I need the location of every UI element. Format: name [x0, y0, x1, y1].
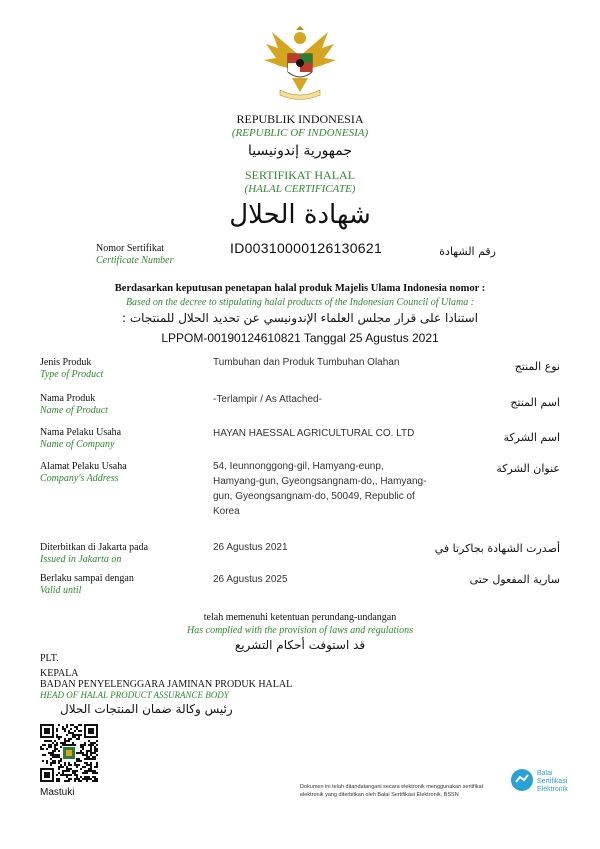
- field-valid-label-id: Berlaku sampai dengan: [40, 573, 134, 584]
- signatory-kepala: KEPALA: [40, 668, 79, 679]
- field-address-value: [213, 459, 426, 519]
- field-type-value: Tumbuhan dan Produk Tumbuhan Olahan: [213, 357, 400, 368]
- decree-text-ar: استنادا على قرار مجلس العلماء الإندونيسي عن تحديد الحلال للمنتجات :: [122, 311, 478, 325]
- certificate-title-ar: شهادة الحلال: [229, 200, 371, 230]
- field-name-value: -Terlampir / As Attached-: [213, 394, 322, 405]
- field-issued-value: 26 Agustus 2021: [213, 542, 288, 553]
- field-issued-label: [40, 542, 148, 566]
- footer-note: [300, 783, 510, 799]
- footer-note-line-1: Dokumen ini telah ditandatangani secara elektronik menggunakan sertifikat: [300, 784, 484, 790]
- field-address-label-id: Alamat Pelaku Usaha: [40, 461, 127, 472]
- footer-note-line-2: elektronik yang diterbitkan oleh Balai Sertifikasi Elektronik, BSSN: [300, 792, 459, 798]
- compliance-text-id: telah memenuhi ketentuan perundang-undangan: [203, 612, 397, 623]
- compliance-text-en: Has complied with the provision of laws and regulations: [187, 625, 413, 636]
- field-issued-label-ar: أصدرت الشهادة بجاكرتا في: [434, 542, 560, 555]
- field-type-label-id: Jenis Produk: [40, 357, 92, 368]
- field-company-value: HAYAN HAESSAL AGRICULTURAL CO. LTD: [213, 428, 415, 439]
- signatory-plt: PLT.: [40, 653, 59, 664]
- field-type-label-en: Type of Product: [40, 369, 104, 380]
- decree-text-en: Based on the decree to stipulating halal products of the Indonesian Council of Ulama :: [125, 297, 475, 308]
- address-line-3: gun, Gyeongsangnam-do, 50049, Republic of: [213, 491, 415, 502]
- address-line-1: 54, Ieunnonggong-gil, Hamyang-eunp,: [213, 461, 384, 472]
- compliance-text-ar: قد استوفت أحكام التشريع: [234, 638, 366, 652]
- field-address-label-ar: عنوان الشركة: [496, 462, 560, 475]
- certificate-number-value: ID00310000126130621: [230, 240, 383, 256]
- field-name-label-id: Nama Produk: [40, 393, 96, 404]
- certificate-number-label: [96, 243, 174, 267]
- bsre-line-1: Balai: [537, 770, 553, 777]
- republic-title-en: (REPUBLIC OF INDONESIA): [231, 127, 369, 139]
- field-company-label-ar: اسم الشركة: [503, 431, 560, 444]
- field-address-label-en: Company's Address: [40, 473, 119, 484]
- signatory-body-id: BADAN PENYELENGGARA JAMINAN PRODUK HALAL: [40, 679, 293, 690]
- bsre-logo-icon: [510, 768, 534, 792]
- field-name-label: [40, 393, 108, 417]
- republic-title-id: REPUBLIK INDONESIA: [236, 112, 364, 126]
- bsre-line-3: Elektronik: [537, 786, 568, 793]
- address-line-4: Korea: [213, 506, 240, 517]
- field-valid-label-en: Valid until: [40, 585, 82, 596]
- garuda-emblem: [258, 26, 342, 102]
- field-name-label-en: Name of Product: [40, 405, 108, 416]
- signatory-name: Mastuki: [40, 787, 75, 798]
- bsre-line-2: Sertifikasi: [537, 778, 568, 785]
- decree-reference: LPPOM-00190124610821 Tanggal 25 Agustus 2021: [161, 331, 439, 345]
- signatory-body-en: HEAD OF HALAL PRODUCT ASSURANCE BODY: [40, 690, 229, 700]
- qr-code: [40, 724, 98, 782]
- field-issued-label-id: Diterbitkan di Jakarta pada: [40, 542, 149, 553]
- field-valid-value: 26 Agustus 2025: [213, 574, 288, 585]
- certificate-number-label-en: Certificate Number: [96, 255, 174, 266]
- field-type-label-ar: نوع المنتج: [514, 360, 560, 373]
- certificate-title-id: SERTIFIKAT HALAL: [244, 168, 356, 182]
- certificate-number-label-id: Nomor Sertifikat: [96, 243, 165, 254]
- field-issued-label-en: Issued in Jakarta on: [40, 554, 122, 565]
- address-line-2: Hamyang-gun, Gyeongsangnam-do,, Hamyang-: [213, 476, 427, 487]
- field-address-label: [40, 461, 127, 485]
- signatory-body-ar: رئيس وكالة ضمان المنتجات الحلال: [60, 702, 233, 716]
- field-name-label-ar: اسم المنتج: [510, 396, 560, 409]
- republic-title-ar: جمهورية إندونيسيا: [247, 143, 353, 159]
- field-company-label-id: Nama Pelaku Usaha: [40, 427, 122, 438]
- field-valid-label: [40, 573, 134, 597]
- field-type-label: [40, 357, 103, 381]
- certificate-title-en: (HALAL CERTIFICATE): [244, 183, 356, 195]
- field-company-label: [40, 427, 121, 451]
- certificate-number-label-ar: رقم الشهادة: [439, 245, 496, 258]
- field-valid-label-ar: سارية المفعول حتى: [469, 573, 560, 586]
- field-company-label-en: Name of Company: [40, 439, 115, 450]
- decree-text-id: Berdasarkan keputusan penetapan halal produk Majelis Ulama Indonesia nomor :: [114, 283, 486, 294]
- bsre-logo-text: [537, 770, 568, 794]
